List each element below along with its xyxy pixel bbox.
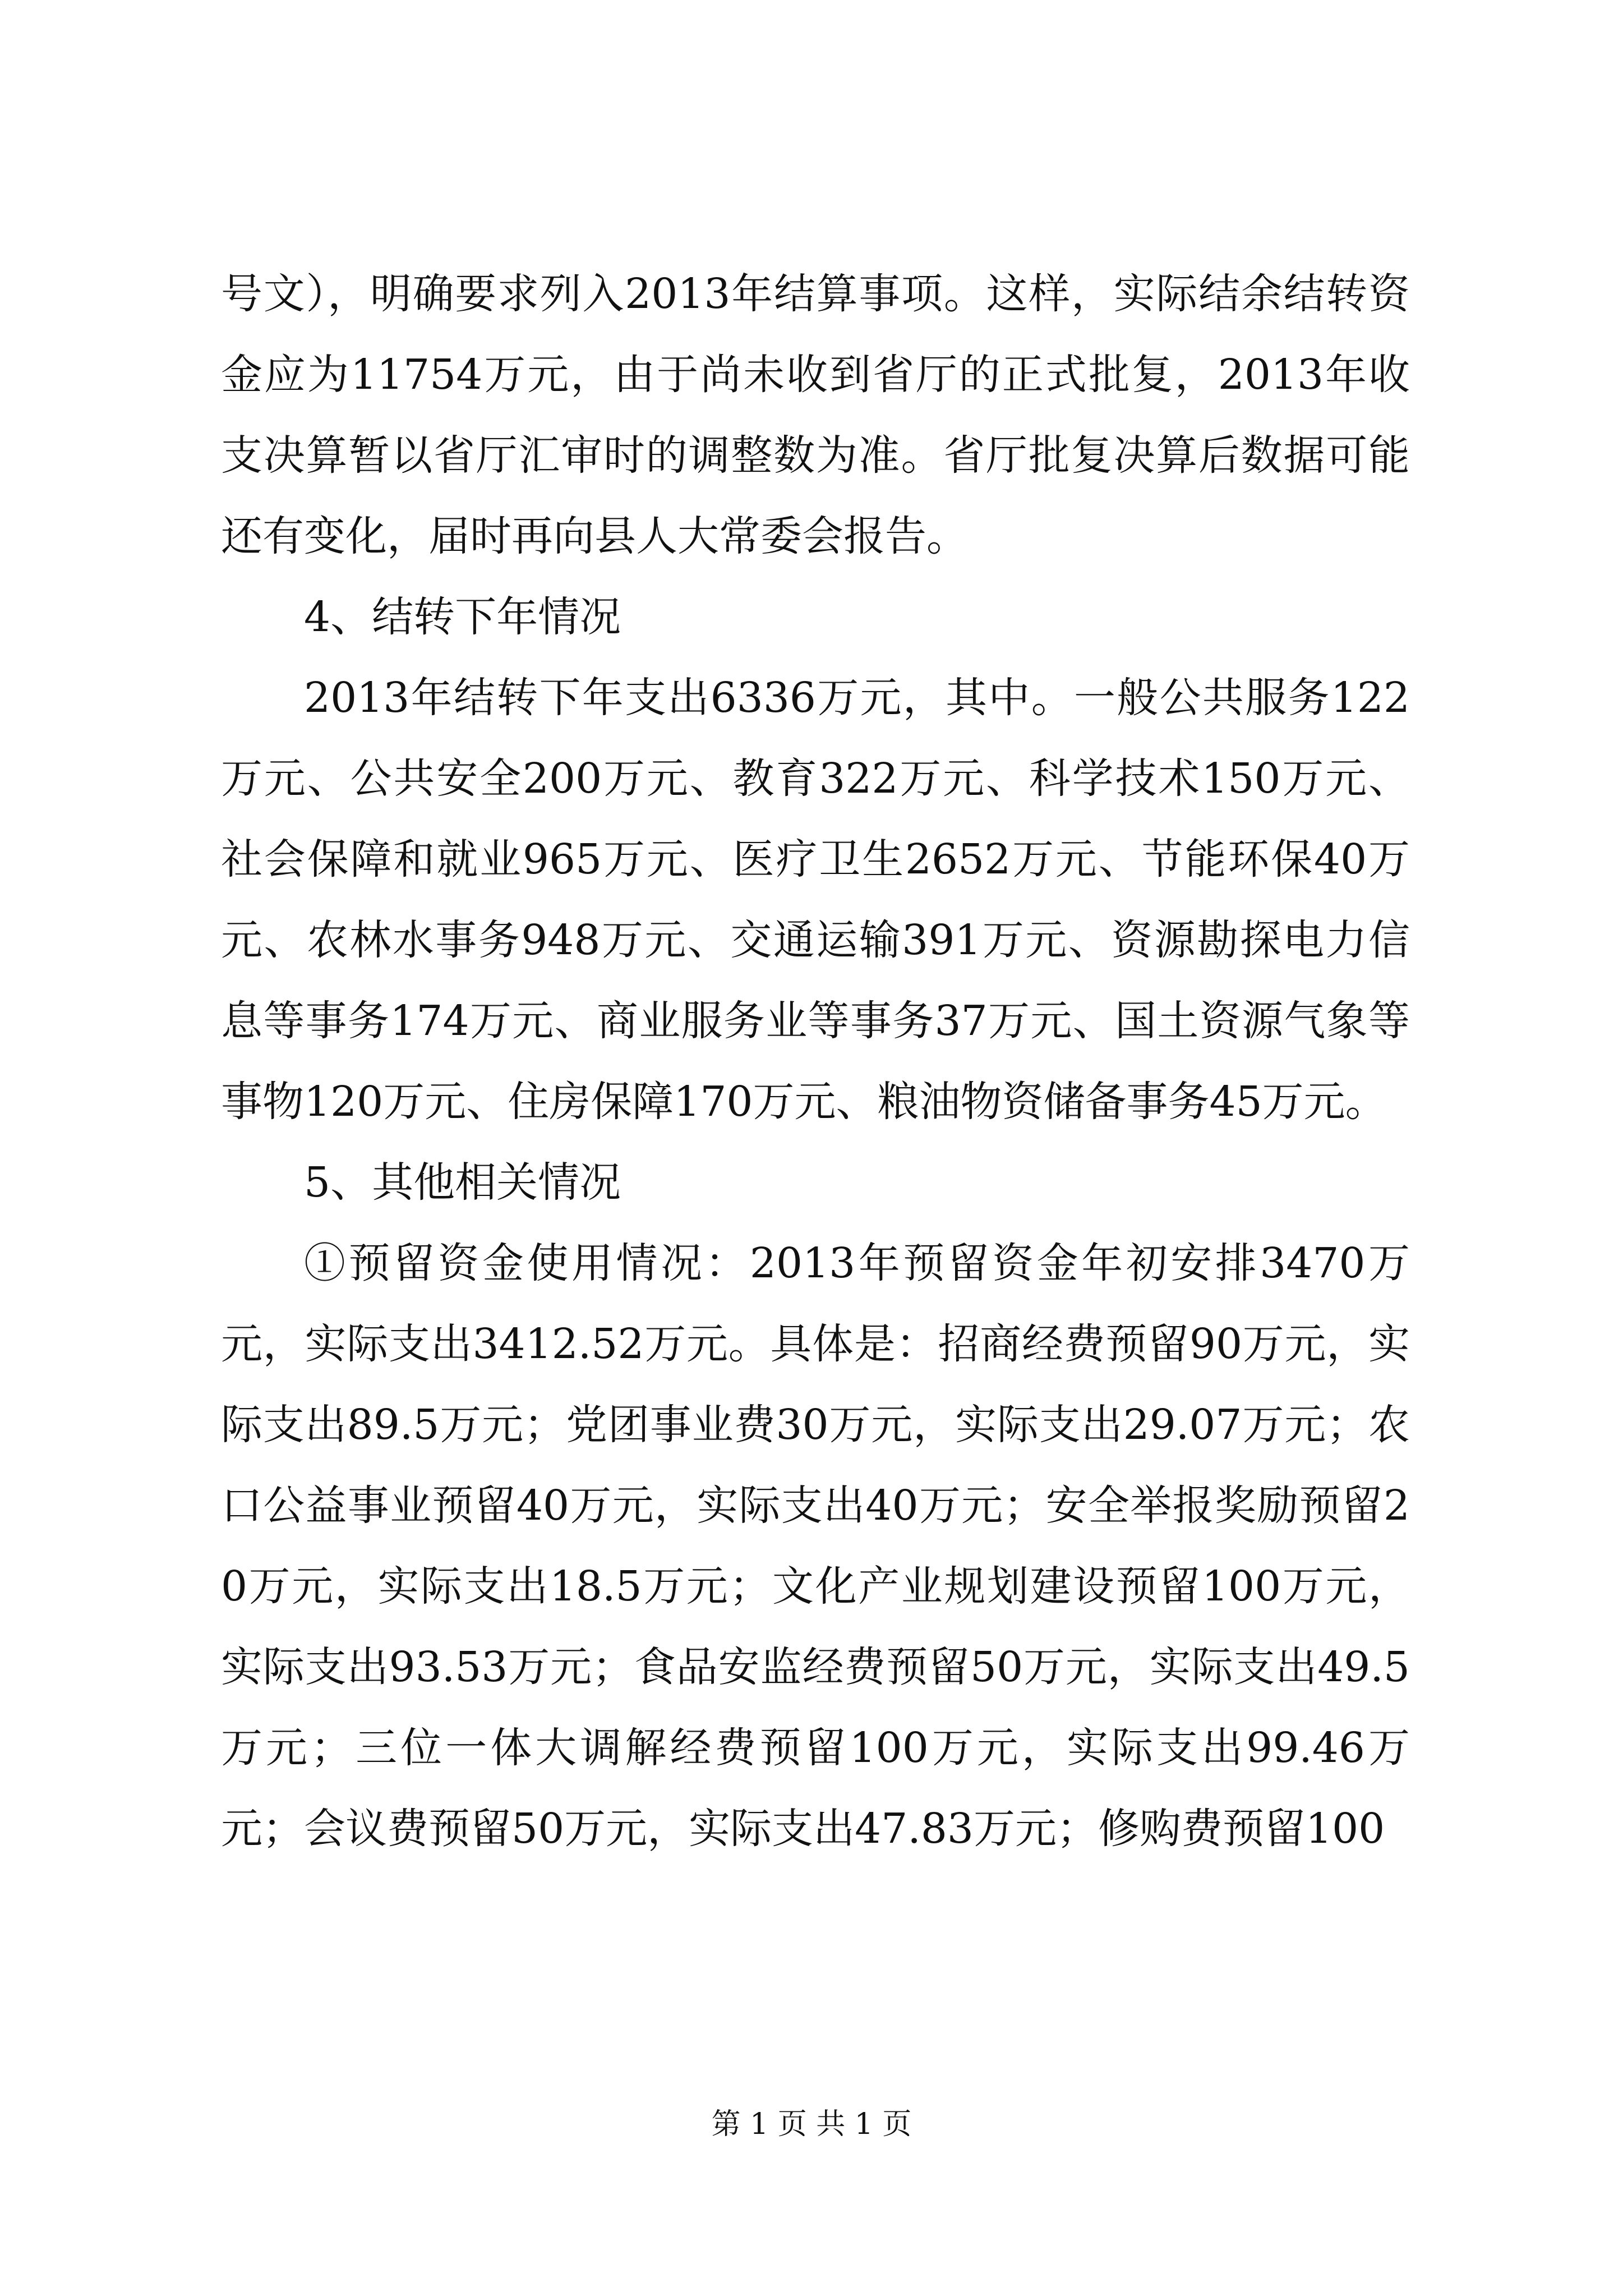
document-body (221, 254, 1410, 1869)
section-heading-other: 5、其他相关情况 (304, 1158, 621, 1207)
section-heading-carryover: 4、结转下年情况 (304, 593, 621, 641)
page-footer: 第 1 页 共 1 页 (711, 2108, 912, 2141)
paragraph-carryover-details: 2013年结转下年支出6336万元，其中。一般公共服务122万元、公共安全200万元、教育322万元、科学技术150万元、社会保障和就业965万元、医疗卫生2652万元、节能环保40万元、农林水事务948万元、交通运输391万元、资源勘探电力信息等事务174万元、商业服务业等事务37万元、国土资源气象等事物120万元、住房保障170万元、粮油物资储备事务45万元。 (221, 674, 1410, 1126)
paragraph-reserve-funds: ①预留资金使用情况：2013年预留资金年初安排3470万元，实际支出3412.52万元。具体是：招商经费预留90万元，实际支出89.5万元；党团事业费30万元，实际支出29.07万元；农口公益事业预留40万元，实际支出40万元；安全举报奖励预留20万元，实际支出18.5万元；文化产业规划建设预留100万元，实际支出93.53万元；食品安监经费预留50万元，实际支出49.5万元；三位一体大调解经费预留100万元，实际支出99.46万元；会议费预留50万元，实际支出47.83万元；修购费预留100 (221, 1239, 1410, 1853)
paragraph-continuation: 号文），明确要求列入2013年结算事项。这样，实际结余结转资金应为11754万元，由于尚未收到省厅的正式批复，2013年收支决算暂以省厅汇审时的调整数为准。省厅批复决算后数据可能还有变化，届时再向县人大常委会报告。 (221, 270, 1410, 560)
